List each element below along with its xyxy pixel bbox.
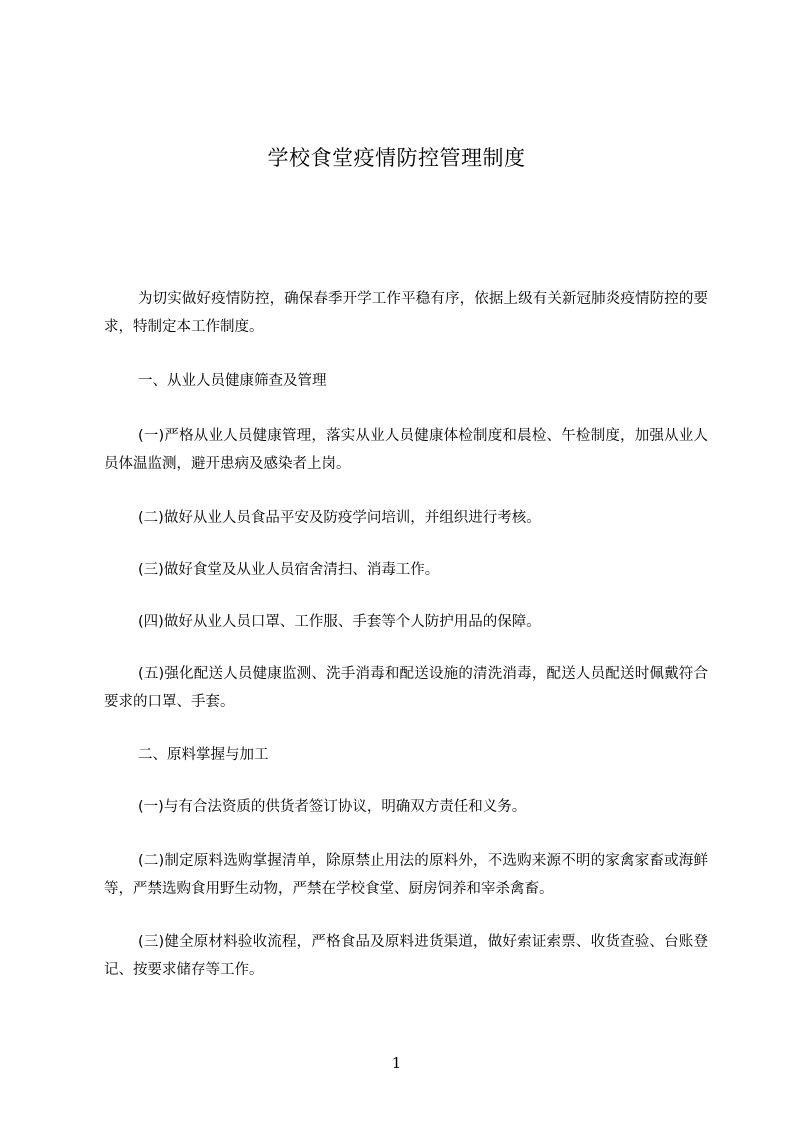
section-heading-2: 二、原料掌握与加工 — [138, 747, 269, 763]
section-1-item-4: (四)做好从业人员口罩、工作服、手套等个人防护用品的保障。 — [138, 614, 541, 630]
section-2-item-3: (三)健全原材料验收流程，严格食品及原料进货渠道，做好索证索票、收货查验、台账登记、按要求储存等工作。 — [104, 934, 708, 978]
intro-paragraph: 为切实做好疫情防控，确保春季开学工作平稳有序，依据上级有关新冠肺炎疫情防控的要求，特制定本工作制度。 — [104, 291, 708, 335]
section-1-item-2: (二)做好从业人员食品平安及防疫学问培训，并组织进行考核。 — [138, 510, 541, 526]
section-heading-1: 一、从业人员健康筛查及管理 — [138, 373, 327, 389]
document-title: 学校食堂疫情防控管理制度 — [267, 146, 526, 170]
page-number: 1 — [391, 1054, 402, 1072]
section-2-item-2: (二)制定原料选购掌握清单，除原禁止用法的原料外，不选购来源不明的家禽家畜或海鲜等，严禁选购食用野生动物，严禁在学校食堂、厨房饲养和宰杀禽畜。 — [104, 853, 708, 897]
section-1-item-3: (三)做好食堂及从业人员宿舍清扫、消毒工作。 — [138, 562, 440, 578]
section-1-item-1: (一)严格从业人员健康管理，落实从业人员健康体检制度和晨检、午检制度，加强从业人员体温监测，避开患病及感染者上岗。 — [104, 428, 708, 472]
section-1-item-5: (五)强化配送人员健康监测、洗手消毒和配送设施的清洗消毒，配送人员配送时佩戴符合要求的口罩、手套。 — [104, 666, 708, 710]
section-2-item-1: (一)与有合法资质的供货者签订协议，明确双方责任和义务。 — [138, 799, 527, 815]
